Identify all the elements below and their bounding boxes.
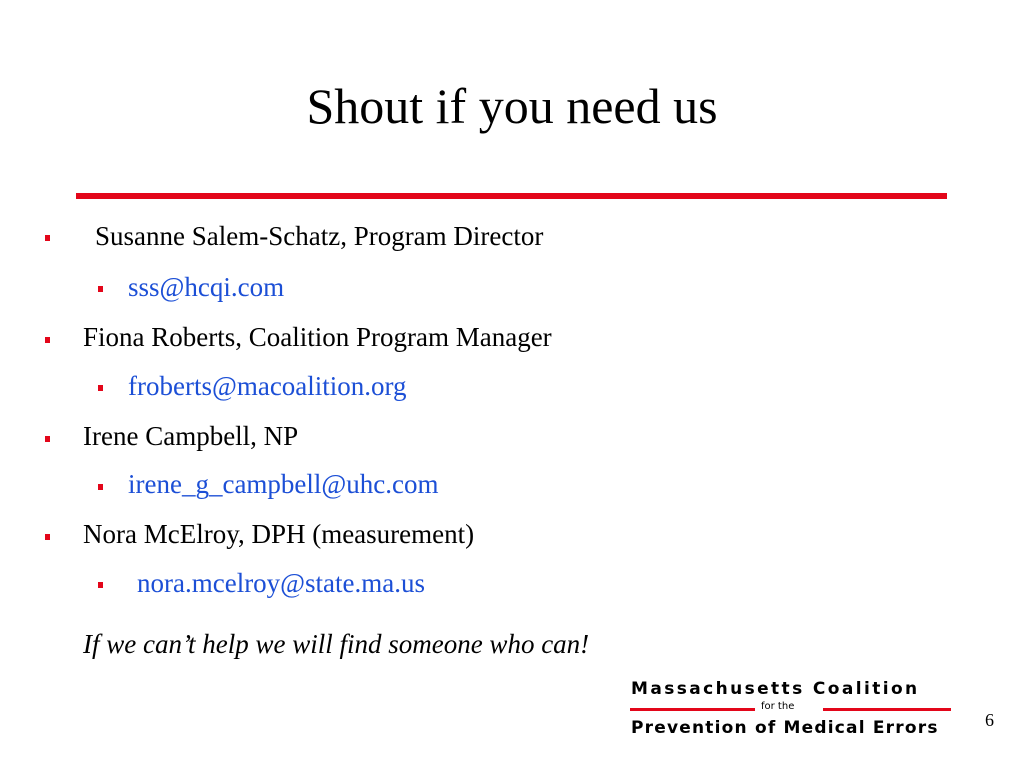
sub-bullet-icon xyxy=(98,385,103,391)
sub-bullet-icon xyxy=(98,286,103,292)
contact-email-link[interactable]: froberts@macoalition.org xyxy=(128,371,407,401)
bullet-icon xyxy=(45,337,50,343)
coalition-logo xyxy=(628,679,958,741)
slide-title: Shout if you need us xyxy=(306,78,718,134)
contact-name: Fiona Roberts, Coalition Program Manager xyxy=(83,322,552,352)
bullet-icon xyxy=(45,235,50,241)
bullet-icon xyxy=(45,436,50,442)
sub-bullet-icon xyxy=(98,582,103,588)
bullet-icon xyxy=(45,534,50,540)
contact-name: Irene Campbell, NP xyxy=(83,421,299,451)
page-number: 6 xyxy=(985,710,994,730)
logo-connector xyxy=(628,701,958,717)
logo-line-2: Prevention of Medical Errors xyxy=(631,718,939,738)
contact-email-link[interactable]: sss@hcqi.com xyxy=(128,272,285,302)
logo-connector-text: for the xyxy=(761,701,795,712)
contact-name: Susanne Salem-Schatz, Program Director xyxy=(95,221,544,251)
title-divider xyxy=(76,193,947,199)
logo-rule-right xyxy=(823,708,951,711)
sub-bullet-icon xyxy=(98,484,103,490)
closing-note: If we can’t help we will find someone who can! xyxy=(83,629,590,659)
logo-line-1: Massachusetts Coalition xyxy=(631,679,920,699)
logo-rule-left xyxy=(630,708,755,711)
contact-name: Nora McElroy, DPH (measurement) xyxy=(83,519,475,549)
contact-email-link[interactable]: irene_g_campbell@uhc.com xyxy=(128,469,439,499)
contact-email-link[interactable]: nora.mcelroy@state.ma.us xyxy=(137,568,426,598)
